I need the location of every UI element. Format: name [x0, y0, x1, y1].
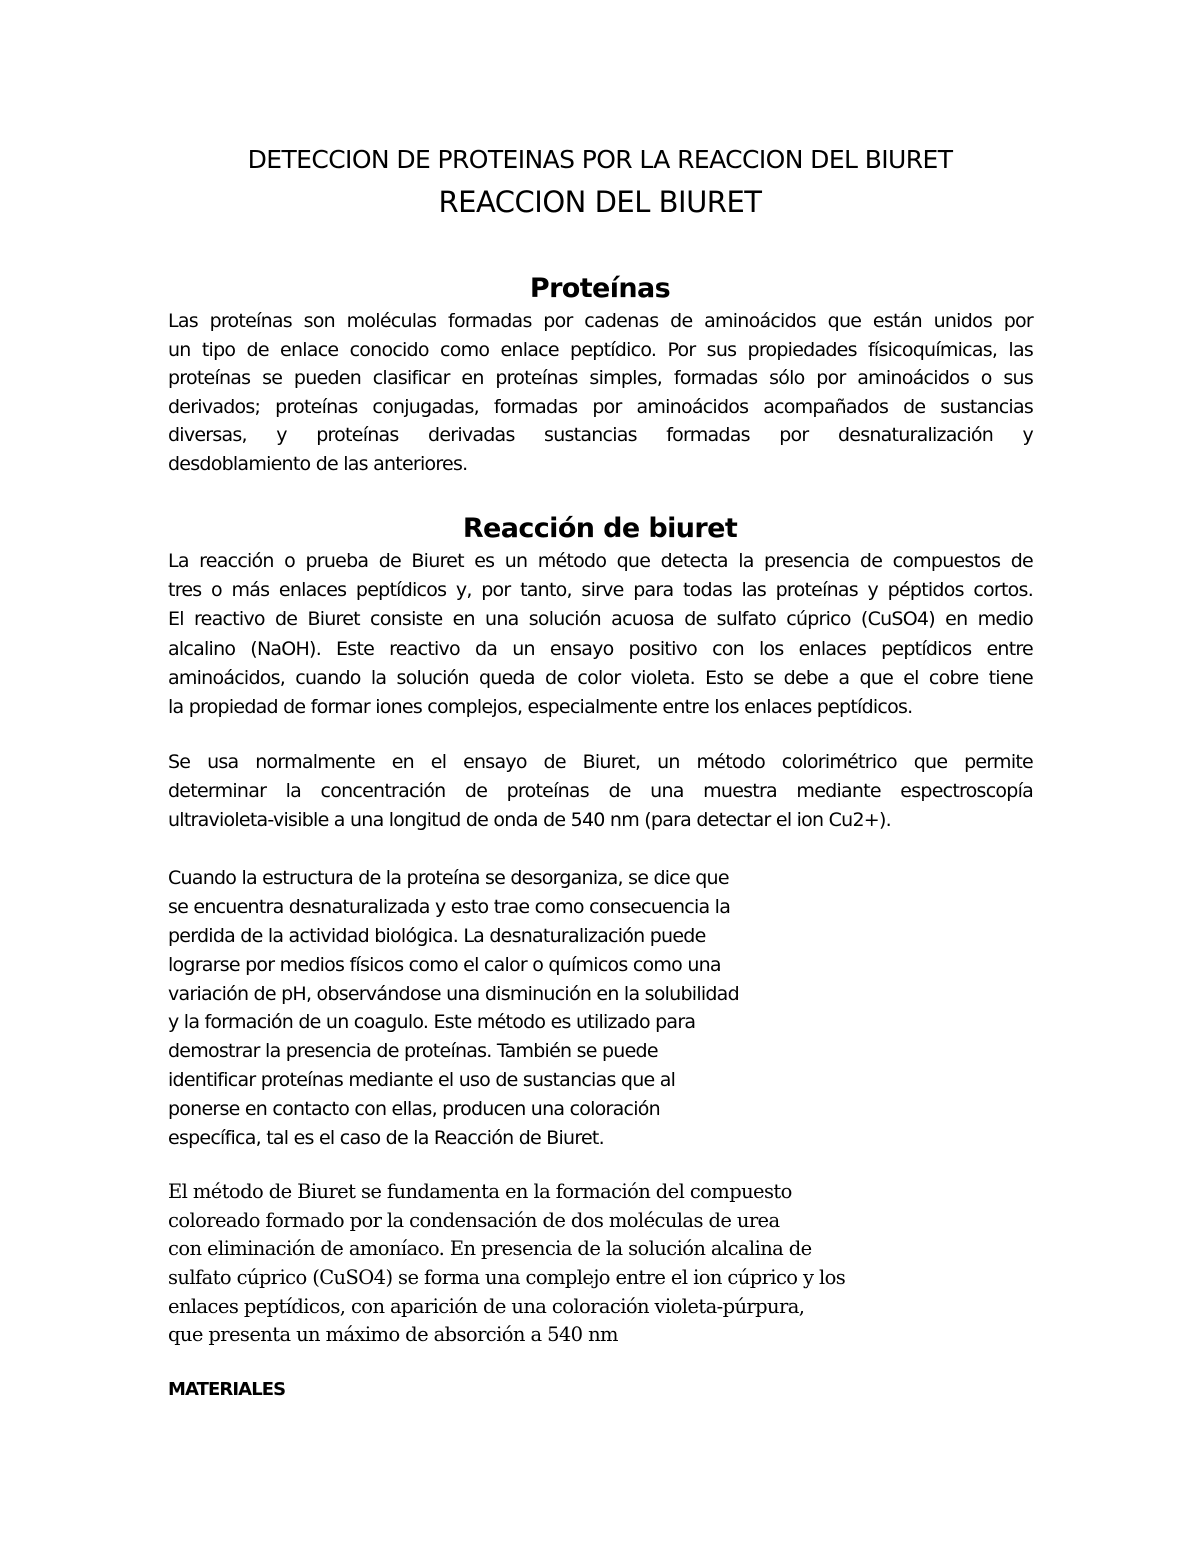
text-line: variación de pH, observándose una disminución en la solubilidad — [168, 982, 739, 1005]
text-line: un tipo de enlace conocido como enlace peptídico. Por sus propiedades físicoquímicas, las — [168, 338, 1033, 361]
text-line: Cuando la estructura de la proteína se desorganiza, se dice que — [168, 867, 729, 889]
text-line: desdoblamiento de las anteriores. — [168, 452, 468, 475]
paragraph-proteinas — [168, 307, 1033, 479]
text-line: lograrse por medios físicos como el calor o químicos como una — [168, 953, 721, 976]
text-line: identificar proteínas mediante el uso de sustancias que al — [168, 1069, 676, 1092]
text-line: Las proteínas son moléculas formadas por cadenas de aminoácidos que están unidos por — [168, 310, 1033, 332]
text-line: con eliminación de amoníaco. En presencia de la solución alcalina de — [168, 1237, 812, 1261]
text-line: que presenta un máximo de absorción a 540 nm — [168, 1323, 618, 1347]
document-title: DETECCION DE PROTEINAS POR LA REACCION DEL BIURET — [247, 145, 953, 174]
text-line: la propiedad de formar iones complejos, especialmente entre los enlaces peptídicos. — [168, 695, 913, 718]
text-line: aminoácidos, cuando la solución queda de color violeta. Esto se debe a que el cobre tiene — [168, 666, 1033, 689]
text-line: proteínas se pueden clasificar en proteínas simples, formadas sólo por aminoácidos o sus — [168, 367, 1033, 390]
document-subtitle: REACCION DEL BIURET — [438, 185, 762, 219]
text-line: perdida de la actividad biológica. La desnaturalización puede — [168, 924, 706, 947]
text-line: específica, tal es el caso de la Reacción de Biuret. — [168, 1127, 604, 1150]
text-line: La reacción o prueba de Biuret es un método que detecta la presencia de compuestos de — [168, 550, 1033, 572]
section-heading-proteinas: Proteínas — [529, 273, 671, 304]
text-line: coloreado formado por la condensación de dos moléculas de urea — [168, 1208, 780, 1232]
paragraph-reaccion-biuret — [168, 547, 1033, 722]
text-line: demostrar la presencia de proteínas. También se puede — [168, 1040, 658, 1063]
section-heading-reaccion-biuret: Reacción de biuret — [462, 513, 738, 544]
text-line: determinar la concentración de proteínas de una muestra mediante espectroscopía — [168, 780, 1033, 802]
text-line: y la formación de un coagulo. Este método es utilizado para — [168, 1011, 696, 1034]
text-line: derivados; proteínas conjugadas, formadas por aminoácidos acompañados de sustancias — [168, 395, 1033, 418]
paragraph-colorimetric-method — [168, 748, 1033, 835]
text-line: El reactivo de Biuret consiste en una solución acuosa de sulfato cúprico (CuSO4) en medio — [168, 608, 1033, 631]
text-line: diversas, y proteínas derivadas sustancias formadas por desnaturalización y — [168, 424, 1033, 447]
text-line: se encuentra desnaturalizada y esto trae como consecuencia la — [168, 895, 731, 918]
text-line: enlaces peptídicos, con aparición de una coloración violeta-púrpura, — [168, 1294, 805, 1318]
section-heading-materiales: MATERIALES — [168, 1379, 286, 1400]
text-line: alcalino (NaOH). Este reactivo da un ensayo positivo con los enlaces peptídicos entre — [168, 637, 1033, 660]
text-line: tres o más enlaces peptídicos y, por tanto, sirve para todas las proteínas y péptidos cortos. — [168, 579, 1033, 602]
text-line: ponerse en contacto con ellas, producen una coloración — [168, 1098, 660, 1121]
paragraph-denaturation — [168, 864, 739, 1153]
paragraph-biuret-method — [168, 1178, 845, 1350]
text-line: El método de Biuret se fundamenta en la formación del compuesto — [168, 1180, 792, 1203]
text-line: Se usa normalmente en el ensayo de Biuret, un método colorimétrico que permite — [168, 751, 1033, 773]
text-line: sulfato cúprico (CuSO4) se forma una complejo entre el ion cúprico y los — [168, 1266, 846, 1290]
text-line: ultravioleta-visible a una longitud de onda de 540 nm (para detectar el ion Cu2+). — [168, 809, 891, 831]
